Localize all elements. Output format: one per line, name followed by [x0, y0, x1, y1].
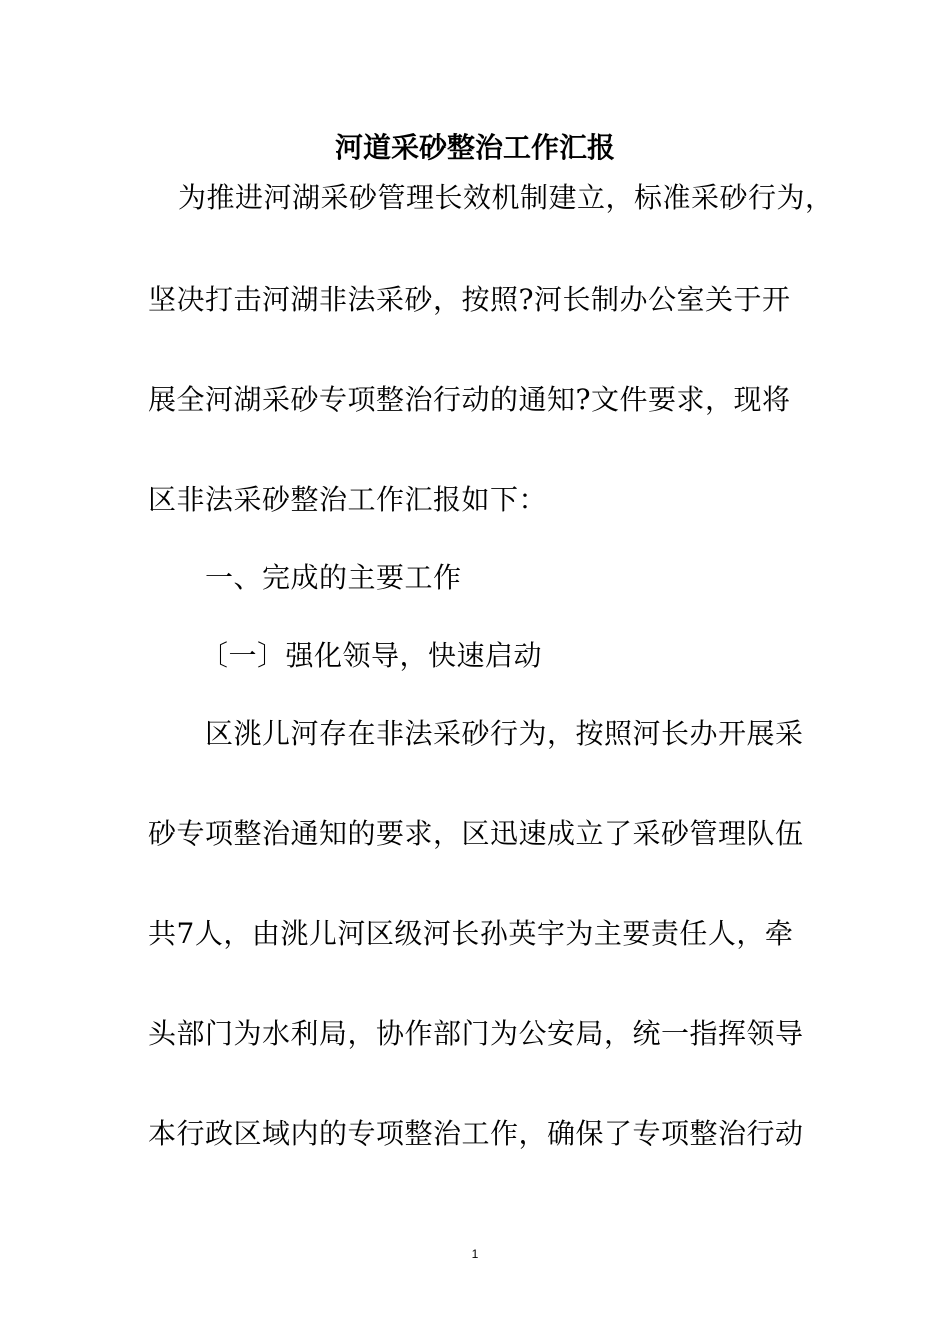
subsection-heading: 〔一〕强化领导，快速启动: [200, 639, 543, 672]
page-number: 1: [471, 1247, 479, 1261]
body-text-line: 砂专项整治通知的要求，区迅速成立了采砂管理队伍: [148, 817, 804, 850]
body-text-line: 区洮儿河存在非法采砂行为，按照河长办开展采: [205, 717, 804, 750]
body-text-line: 坚决打击河湖非法采砂，按照?河长制办公室关于开: [148, 283, 791, 316]
body-text-line: 展全河湖采砂专项整治行动的通知?文件要求，现将: [148, 383, 791, 416]
body-text-line: 区非法采砂整治工作汇报如下：: [148, 483, 548, 516]
document-title: 河道采砂整治工作汇报: [334, 131, 615, 164]
section-heading: 一、完成的主要工作: [205, 561, 462, 594]
body-text-line: 共7人，由洮儿河区级河长孙英宇为主要责任人，牵: [148, 917, 794, 950]
body-text-line: 头部门为水利局，协作部门为公安局，统一指挥领导: [148, 1017, 804, 1050]
body-text-line: 本行政区域内的专项整治工作，确保了专项整治行动: [148, 1117, 804, 1150]
body-text-line: 为推进河湖采砂管理长效机制建立，标准采砂行为，: [178, 181, 834, 214]
